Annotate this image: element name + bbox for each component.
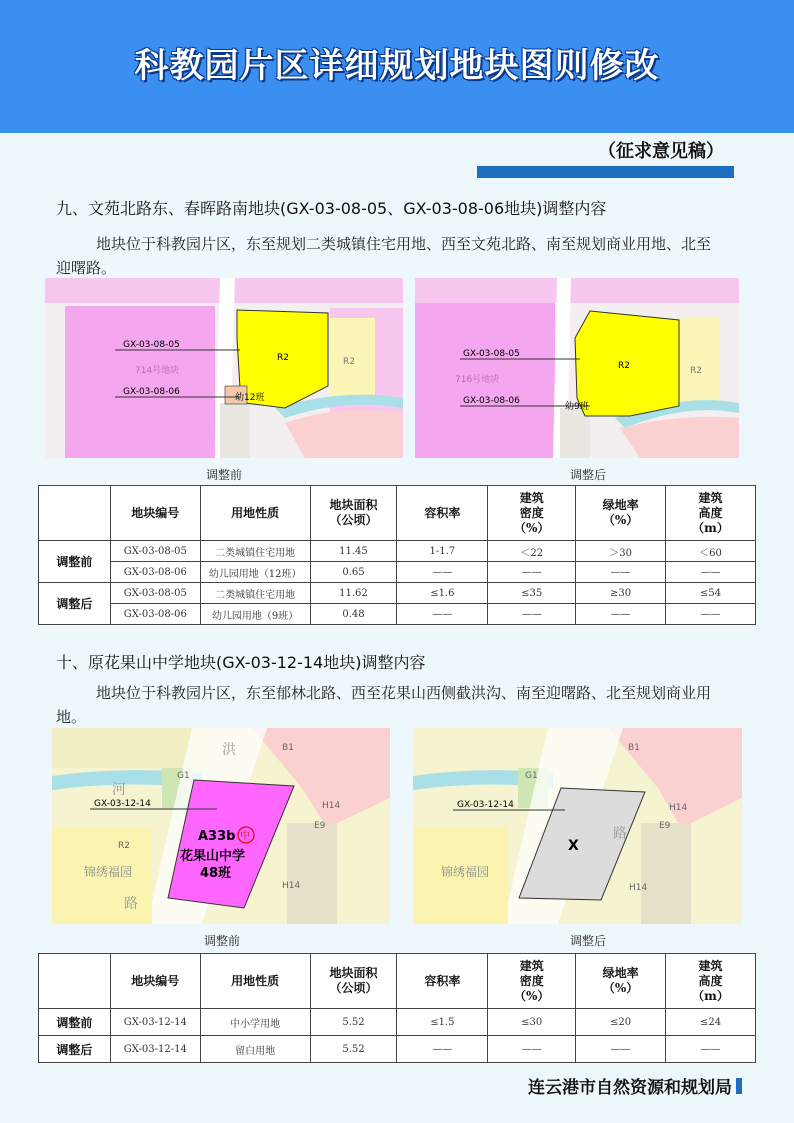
section9-map-before (45, 278, 403, 458)
footer-org: 连云港市自然资源和规划局 (528, 1078, 732, 1098)
map9a-zone-r2: R2 (618, 361, 630, 371)
map10b-road: 路 (124, 896, 138, 912)
cell: —— (666, 604, 756, 625)
cell: 5.52 (310, 1036, 397, 1063)
section10-map-before-caption: 调整前 (203, 934, 240, 948)
section10-map-before (52, 728, 390, 924)
cell: ≤30 (488, 1009, 576, 1036)
map10a-label: GX-03-12-14 (457, 800, 514, 810)
cell: GX-03-08-06 (110, 604, 200, 625)
cell: —— (666, 1036, 756, 1063)
section9-table (38, 485, 756, 625)
section10-table (38, 953, 756, 1063)
map9b-road-label: 714号地块 (135, 366, 180, 376)
draft-bar (477, 166, 734, 178)
cell: —— (576, 604, 666, 625)
section9-map-before-caption: 调整前 (205, 468, 242, 482)
cell: 留白用地 (200, 1036, 310, 1063)
cell: 11.45 (310, 541, 397, 562)
cell: —— (397, 1036, 488, 1063)
map10a-road: 路 (613, 826, 627, 842)
row-group-label: 调整前 (39, 1009, 111, 1036)
table-row (39, 583, 756, 604)
map10b-h14a: H14 (322, 801, 341, 811)
col-header: 地块编号 (110, 486, 200, 541)
cell: ＜22 (488, 541, 576, 562)
cell: ≤54 (666, 583, 756, 604)
col-header: 地块面积 （公顷） (310, 486, 397, 541)
section9-map-after (415, 278, 739, 458)
cell: 二类城镇住宅用地 (200, 583, 310, 604)
cell: ＞30 (576, 541, 666, 562)
cell: —— (576, 1036, 666, 1063)
cell: 0.48 (310, 604, 397, 625)
cell: 11.62 (310, 583, 397, 604)
map10a-g1: G1 (525, 771, 538, 781)
col-header: 地块编号 (110, 954, 200, 1009)
col-header: 用地性质 (200, 954, 310, 1009)
map10a-h14b: H14 (629, 883, 648, 893)
map9b-zone-r2b: R2 (343, 357, 355, 367)
cell: ≤35 (488, 583, 576, 604)
map10b-b1: B1 (282, 743, 294, 753)
table-row (39, 1036, 756, 1063)
cell: —— (488, 1036, 576, 1063)
cell: 二类城镇住宅用地 (200, 541, 310, 562)
table-corner (39, 954, 111, 1009)
col-header: 用地性质 (200, 486, 310, 541)
cell: —— (666, 562, 756, 583)
map9b-zone-r2: R2 (277, 353, 289, 363)
map10b-zone-code: A33b (198, 829, 236, 844)
col-header: 建筑 高度 （m） (666, 954, 756, 1009)
map10b-river2: 洪 (222, 742, 236, 758)
section10-heading: 十、原花果山中学地块(GX-03-12-14地块)调整内容 (56, 653, 426, 672)
map9a-kindergarten: 幼9班 (565, 402, 589, 412)
cell: ＜60 (666, 541, 756, 562)
cell: GX-03-12-14 (110, 1009, 200, 1036)
map10a-place: 锦绣福园 (441, 865, 490, 879)
map10b-place: 锦绣福园 (84, 865, 133, 879)
cell: 中小学用地 (200, 1009, 310, 1036)
map9a-label-a: GX-03-08-05 (463, 349, 520, 359)
cell: 5.52 (310, 1009, 397, 1036)
col-header: 地块面积 （公顷） (310, 954, 397, 1009)
map10b-school-name: 花果山中学 (180, 849, 246, 864)
map10b-school-mark: 中 (240, 831, 250, 842)
col-header: 容积率 (397, 486, 488, 541)
cell: —— (488, 562, 576, 583)
cell: 幼儿园用地（12班） (200, 562, 310, 583)
col-header: 建筑 密度 （%） (488, 954, 576, 1009)
map9b-label-b: GX-03-08-06 (123, 387, 180, 397)
map10b-r2: R2 (118, 841, 130, 851)
col-header: 建筑 密度 （%） (488, 486, 576, 541)
map10b-school-classes: 48班 (200, 866, 232, 881)
table-row (39, 1009, 756, 1036)
col-header: 容积率 (397, 954, 488, 1009)
cell: ≥30 (576, 583, 666, 604)
section10-map-after-caption: 调整后 (569, 934, 606, 948)
row-group-label: 调整前 (39, 541, 111, 583)
map10a-e9: E9 (659, 821, 671, 831)
footer-bar (736, 1078, 742, 1094)
map9a-road-label: 716号地块 (455, 375, 500, 385)
cell: GX-03-08-05 (110, 541, 200, 562)
map9a-zone-r2b: R2 (690, 366, 702, 376)
map10b-g1: G1 (177, 771, 190, 781)
cell: ≤20 (576, 1009, 666, 1036)
map9b-label-a: GX-03-08-05 (123, 340, 180, 350)
cell: —— (488, 604, 576, 625)
row-group-label: 调整后 (39, 1036, 111, 1063)
cell: 幼儿园用地（9班） (200, 604, 310, 625)
cell: —— (576, 562, 666, 583)
map10b-river: 河 (112, 782, 126, 798)
section9-description: 地块位于科教园片区，东至规划二类城镇住宅用地、西至文苑北路、南至规划商业用地、北至迎曙路。 (56, 235, 712, 277)
map10a-zone-code: X (568, 838, 579, 854)
cell: GX-03-08-06 (110, 562, 200, 583)
map10b-h14b: H14 (282, 881, 301, 891)
col-header: 绿地率 （%） (576, 954, 666, 1009)
map10a-h14a: H14 (669, 803, 688, 813)
cell: GX-03-08-05 (110, 583, 200, 604)
table-row (39, 562, 756, 583)
cell: —— (397, 604, 488, 625)
cell: ≤24 (666, 1009, 756, 1036)
row-group-label: 调整后 (39, 583, 111, 625)
table-row (39, 541, 756, 562)
col-header: 建筑 高度 （m） (666, 486, 756, 541)
section9-heading: 九、文苑北路东、春晖路南地块(GX-03-08-05、GX-03-08-06地块)调整内容 (56, 199, 607, 218)
map10b-label: GX-03-12-14 (94, 799, 151, 809)
map10a-b1: B1 (628, 743, 640, 753)
cell: GX-03-12-14 (110, 1036, 200, 1063)
cell: 0.65 (310, 562, 397, 583)
page-title: 科教园片区详细规划地块图则修改 (134, 46, 660, 86)
draft-note: （征求意见稿） (598, 141, 724, 162)
cell: ≤1.5 (397, 1009, 488, 1036)
map10b-e9: E9 (314, 821, 326, 831)
section10-map-after (413, 728, 742, 924)
map9b-kindergarten: 幼12班 (235, 393, 265, 403)
map9a-label-b: GX-03-08-06 (463, 396, 520, 406)
col-header: 绿地率 （%） (576, 486, 666, 541)
section9-map-after-caption: 调整后 (569, 468, 606, 482)
cell: ≤1.6 (397, 583, 488, 604)
cell: —— (397, 562, 488, 583)
table-row (39, 604, 756, 625)
section10-description: 地块位于科教园片区，东至郁林北路、西至花果山西侧截洪沟、南至迎曙路、北至规划商业用地。 (56, 684, 712, 726)
table-corner (39, 486, 111, 541)
cell: 1-1.7 (397, 541, 488, 562)
